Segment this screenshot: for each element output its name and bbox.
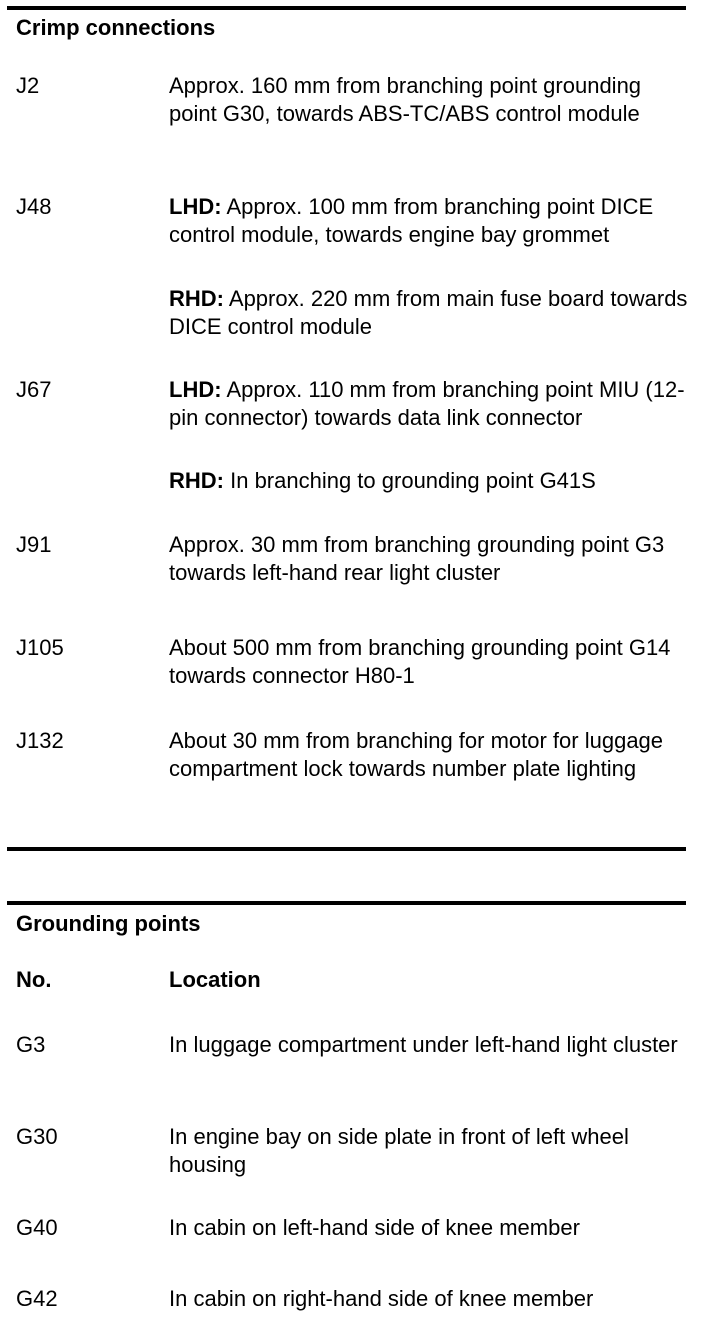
crimp-desc-j132: About 30 mm from branching for motor for luggage compartment lock towards number plate lighting [169,728,664,781]
crimp-desc-j2: Approx. 160 mm from branching point grounding point G30, towards ABS-TC/ABS control module [169,73,642,126]
rhd-text: Approx. 220 mm from main fuse board towards DICE control module [169,286,688,339]
rhd-label: RHD: [169,286,224,311]
crimp-desc-j91: Approx. 30 mm from branching grounding point G3 towards left-hand rear light cluster [169,532,665,585]
grounding-id-g3: G3 [16,1032,46,1057]
crimp-desc-j67-lhd [169,376,694,432]
crimp-id-j132: J132 [16,728,64,753]
grounding-id-g40: G40 [16,1215,58,1240]
grounding-desc-g30: In engine bay on side plate in front of left wheel housing [169,1124,629,1177]
section-divider-rule [7,847,686,851]
grounding-top-rule [7,901,686,905]
grounding-id-g30: G30 [16,1124,58,1149]
crimp-desc-j48-lhd [169,193,694,249]
rhd-text: In branching to grounding point G41S [224,468,596,493]
lhd-text: Approx. 110 mm from branching point MIU (12-pin connector) towards data link connector [169,377,685,430]
crimp-id-j48: J48 [16,194,52,219]
column-header-location: Location [169,967,261,992]
crimp-id-j67: J67 [16,377,52,402]
top-rule [7,6,686,10]
rhd-label: RHD: [169,468,224,493]
lhd-text: Approx. 100 mm from branching point DICE control module, towards engine bay grommet [169,194,654,247]
crimp-desc-j105: About 500 mm from branching grounding point G14 towards connector H80-1 [169,635,671,688]
crimp-id-j91: J91 [16,532,52,557]
crimp-connections-heading: Crimp connections [16,15,216,40]
grounding-desc-g3: In luggage compartment under left-hand light cluster [169,1032,678,1057]
lhd-label: LHD: [169,194,222,219]
column-header-no: No. [16,967,52,992]
crimp-desc-j67-rhd [169,467,694,495]
grounding-points-heading: Grounding points [16,911,201,936]
crimp-desc-j48-rhd [169,285,694,341]
grounding-desc-g40: In cabin on left-hand side of knee member [169,1215,580,1240]
crimp-id-j2: J2 [16,73,40,98]
grounding-desc-g42: In cabin on right-hand side of knee member [169,1286,594,1311]
lhd-label: LHD: [169,377,222,402]
crimp-id-j105: J105 [16,635,64,660]
grounding-id-g42: G42 [16,1286,58,1311]
